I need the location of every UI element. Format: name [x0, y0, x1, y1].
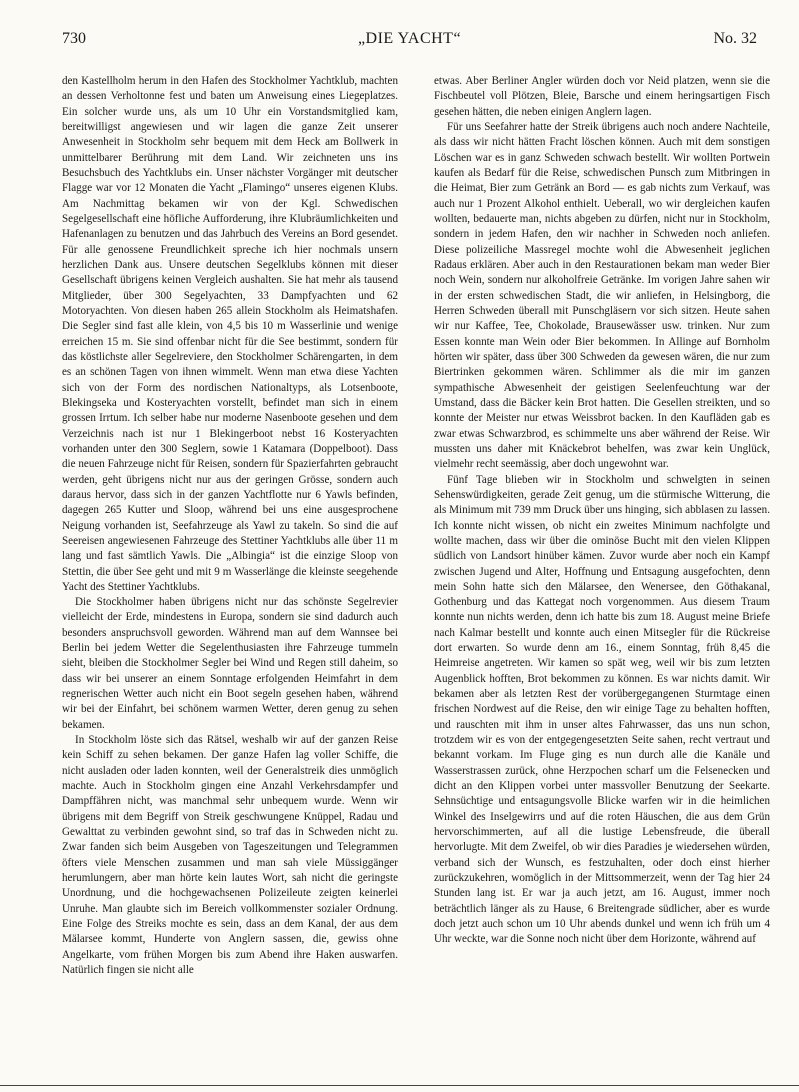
- page-number: 730: [62, 30, 86, 47]
- paragraph: den Kastellholm herum in den Hafen des Stockholmer Yachtklub, machten an dessen Verholtonne fest und baten um Anweisung eines Liegeplatzes. Ein solcher wurde uns, als um 10 Uhr ein Vorstandsmitglied kam, bereitwilligst angewiesen und wir lagen die ganze Zeit unserer Anwesenheit in Stockholm sehr bequem mit dem Heck am Bollwerk in unmittelbarer Berührung mit dem Land. Wir zeichneten uns ins Besuchsbuch des Yachtklubs ein. Unser nächster Vorgänger mit deutscher Flagge war vor 12 Monaten die Yacht „Flamingo“ unseres eigenen Klubs. Am Nachmittag bekamen wir von der Kgl. Schwedischen Segelgesellschaft eine höfliche Aufforderung, ihre Klubräumlichkeiten und Hafenanlagen zu benutzen und das Jahrbuch des Vereins an Bord gesendet. Für alle genossene Freundlichkeit spreche ich hier nochmals unsern herzlichen Dank aus. Unsere deutschen Segelklubs können mit dieser Gesellschaft übrigens keinen Vergleich aushalten. Sie hat mehr als tausend Mitglieder, über 300 Segelyachten, 33 Dampfyachten und 62 Motoryachten. Von diesen haben 265 allein Stockholm als Heimatshafen. Die Segler sind fast alle klein, von 4,5 bis 10 m Wasserlinie und wenige erreichen 15 m. Sie sind offenbar nicht für die See bestimmt, sondern für das köstlichste aller Segelreviere, den Stockholmer Schärengarten, in dem es an schönen Tagen von ihnen wimmelt. Wenn man etwa diese Yachten sich von der Form des nordischen Nationaltyps, als Lotsenboote, Blekingseka und Kosteryachten vorstellt, befindet man sich in einem grossen Irrtum. Ich selber habe nur moderne Nasenboote gesehen und dem Verzeichnis nach ist nur 1 Blekingerboot nebst 16 Kosteryachten vorhanden unter den 300 Seglern, sowie 1 Katamara (Doppelboot). Dass die neuen Fahrzeuge nicht für Reisen, sondern für Spazierfahrten gebraucht werden, geht übrigens nicht nur aus der geringen Grösse, sondern auch daraus hervor, dass sich in der ganzen Yachtflotte nur 6 Yawls befinden, dagegen 265 Kutter und Sloop, während bei uns eine ausgesprochene Neigung vorhanden ist, Seefahrzeuge als Yawl zu takeln. So sind die auf Seereisen angewiesenen Fahrzeuge des Stettiner Yachtklubs alle über 11 m lang und fast sämtlich Yawls. Die „Albingia“ ist die einzige Sloop von Stettin, die über See geht und mit 9 m Wasserlänge die kleinste seegehende Yacht des Stettiner Yachtklubs.: [62, 75, 398, 593]
- paragraph: Die Stockholmer haben übrigens nicht nur das schönste Segelrevier vielleicht der Erde, mindestens in Europa, sondern sie sind dadurch auch besonders anspruchsvoll geworden. Während man auf dem Wannsee bei Berlin bei jedem Wetter die Segelenthusiasten ihre Fahrzeuge tummeln sieht, bleiben die Stockholmer Segler bei Wind und Regen still daheim, so dass wir bei unserer an einem Sonntage erfolgenden Heimfahrt in dem regnerischen Wetter auch nicht ein Boot segeln gesehen haben, während wir bei der Einfahrt, bei schönem warmen Wetter, deren genug zu sehen bekamen.: [62, 596, 398, 731]
- bottom-rule: [0, 1085, 799, 1086]
- left-column: [62, 74, 398, 1086]
- page-header: [62, 30, 757, 56]
- journal-title: „DIE YACHT“: [357, 30, 462, 47]
- paragraph: In Stockholm löste sich das Rätsel, weshalb wir auf der ganzen Reise kein Schiff zu sehen bekamen. Der ganze Hafen lag voller Schiffe, die nicht ausladen oder laden konnten, weil der Generalstreik dies unmöglich machte. Auch in Stockholm gingen eine Anzahl Verkehrsdampfer und Dampffähren nicht, was manchmal sehr unbequem wurde. Wenn wir übrigens mit dem Begriff von Streik geschwungene Knüppel, Radau und Gewalttat zu verbinden gewohnt sind, so traf das in Schweden nicht zu. Zwar fanden sich beim Ausgeben von Tageszeitungen und Telegrammen öfters viele Menschen zusammen und man sah viele Müssiggänger herumlungern, aber man hörte kein lautes Wort, sah nicht die geringste Unordnung, und die hochgewachsenen Polizeileute zeigten keinerlei Unruhe. Man glaubte sich im Bereich vollkommenster sozialer Ordnung. Eine Folge des Streiks mochte es sein, dass an dem Kanal, der aus dem Mälarsee kommt, Hunderte von Anglern sassen, die, gewiss ohne Angelkarte, vom frühen Morgen bis zum Abend ihre Haken auswarfen. Natürlich fingen sie nicht alle: [62, 734, 398, 977]
- paragraph: etwas. Aber Berliner Angler würden doch vor Neid platzen, wenn sie die Fischbeutel voll Plötzen, Bleie, Barsche und einem heringsartigen Fisch gesehen hätten, die neben einigen Anglern lagen.: [434, 75, 770, 118]
- issue-number: No. 32: [713, 30, 757, 47]
- right-column: [434, 74, 770, 1086]
- paragraph: Fünf Tage blieben wir in Stockholm und schwelgten in seinen Sehenswürdigkeiten, gerade Zeit genug, um die stürmische Witterung, die als Minimum mit 739 mm Druck über uns hinging, sich abblasen zu lassen. Ich konnte nicht wissen, ob nicht ein zweites Minimum nachfolgte und wollte machen, dass wir über die ominöse Bucht mit den vielen Klippen südlich von Landsort hinüber kämen. Zuvor wurde aber noch ein Kampf zwischen Jugend und Alter, Hoffnung und Entsagung ausgefochten, denn mein Sohn hatte sich den Mälarsee, den Wenersee, den Göthakanal, Gothenburg und das Kattegat noch vorgenommen. Aus diesem Traum konnte nun nichts werden, denn ich hatte bis zum 18. August meine Briefe nach Kalmar bestellt und konnte auch einen Mitsegler für die Rückreise dort erwarten. So wurde denn am 16., einem Sonntag, früh 8,45 die Heimreise angetreten. Wir kamen so spät weg, weil wir bis zum letzten Augenblick hofften, Brot bekommen zu können. Es war nichts damit. Wir bekamen aber als letzten Rest der vorübergegangenen Sturmtage einen frischen Nordwest auf die Reise, den wir einige Tage zu behalten hofften, und rauschten mit ihm in unser altes Fahrwasser, das uns nun schon, trotzdem wir es von der entgegengesetzten Seite sahen, recht vertraut und bekannt vorkam. Im Fluge ging es nun durch alle die Kanäle und Wasserstrassen zurück, ohne Herzpochen scharf um die Felsenecken und dicht an den Klippen vorbei unter massvoller Benutzung der Seekarte. Sehnsüchtige und entsagungsvolle Blicke warfen wir in die heimlichen Winkel des Inselgewirrs und auf die roten Häuschen, die aus dem Grün hervorschimmerten, auf all die lustige Lebensfreude, die überall hervorlugte. Mit dem Zweifel, ob wir dies Paradies je wiedersehen würden, verband sich der Wunsch, es festzuhalten, oder doch einst hierher zurückzukehren, womöglich in der Mittsommerzeit, wenn der Tag hier 24 Stunden lang ist. Er war ja auch jetzt, am 16. August, immer noch beträchtlich länger als zu Hause, 6 Breitengrade südlicher, aber es wurde doch jetzt auch schon um 10 Uhr abends dunkel und wenn ich früh um 4 Uhr weckte, war die Sonne noch nicht über dem Horizonte, während auf: [434, 473, 770, 946]
- paragraph: Für uns Seefahrer hatte der Streik übrigens auch noch andere Nachteile, als dass wir nicht hätten Fracht löschen können. Auch mit dem sonstigen Löschen war es in ganz Schweden schwach bestellt. Wir wollten Portwein kaufen als Bedarf für die Reise, schwedischen Punsch zum Mitbringen in die Heimat, Bier zum Getränk an Bord — es gab nichts zum Verkauf, was auch nur 1 Prozent Alkohol enthielt. Ueberall, wo wir dergleichen kaufen wollten, bedauerte man, nichts abgeben zu dürfen, nicht nur in Stockholm, sondern in jedem Hafen, den wir nachher in Schweden noch anliefen. Diese polizeiliche Massregel mochte wohl die Abwesenheit jeglichen Radaus erklären. Aber auch in den Restaurationen bekam man weder Bier noch Wein, sondern nur alkoholfreie Getränke. Im vorigen Jahre sahen wir in der ersten schwedischen Stadt, die wir anliefen, in Helsingborg, die Herren Schweden überall mit Punschgläsern vor sich sitzen. Heute sahen wir nur Kaffee, Tee, Chokolade, Brausewässer usw. trinken. Nur zum Essen konnte man Wein oder Bier bekommen. In Allinge auf Bornholm hörten wir später, dass über 300 Schweden da gewesen wären, die nur zum Biertrinken gekommen wären. Schlimmer als die mir im ganzen sympathische Abwesenheit der geistigen Seelenfeuchtung war der Umstand, dass die Bäcker kein Brot hatten. Die Gesellen streikten, und so konnte der Meister nur etwas Weissbrot backen. In den Kaufläden gab es zwar etwas Schwarzbrod, es schimmelte uns aber während der Reise. Wir mussten uns daher mit Knäckebrot behelfen, was zwar kein Unglück, vielmehr recht seemässig, aber doch ungewohnt war.: [434, 120, 770, 471]
